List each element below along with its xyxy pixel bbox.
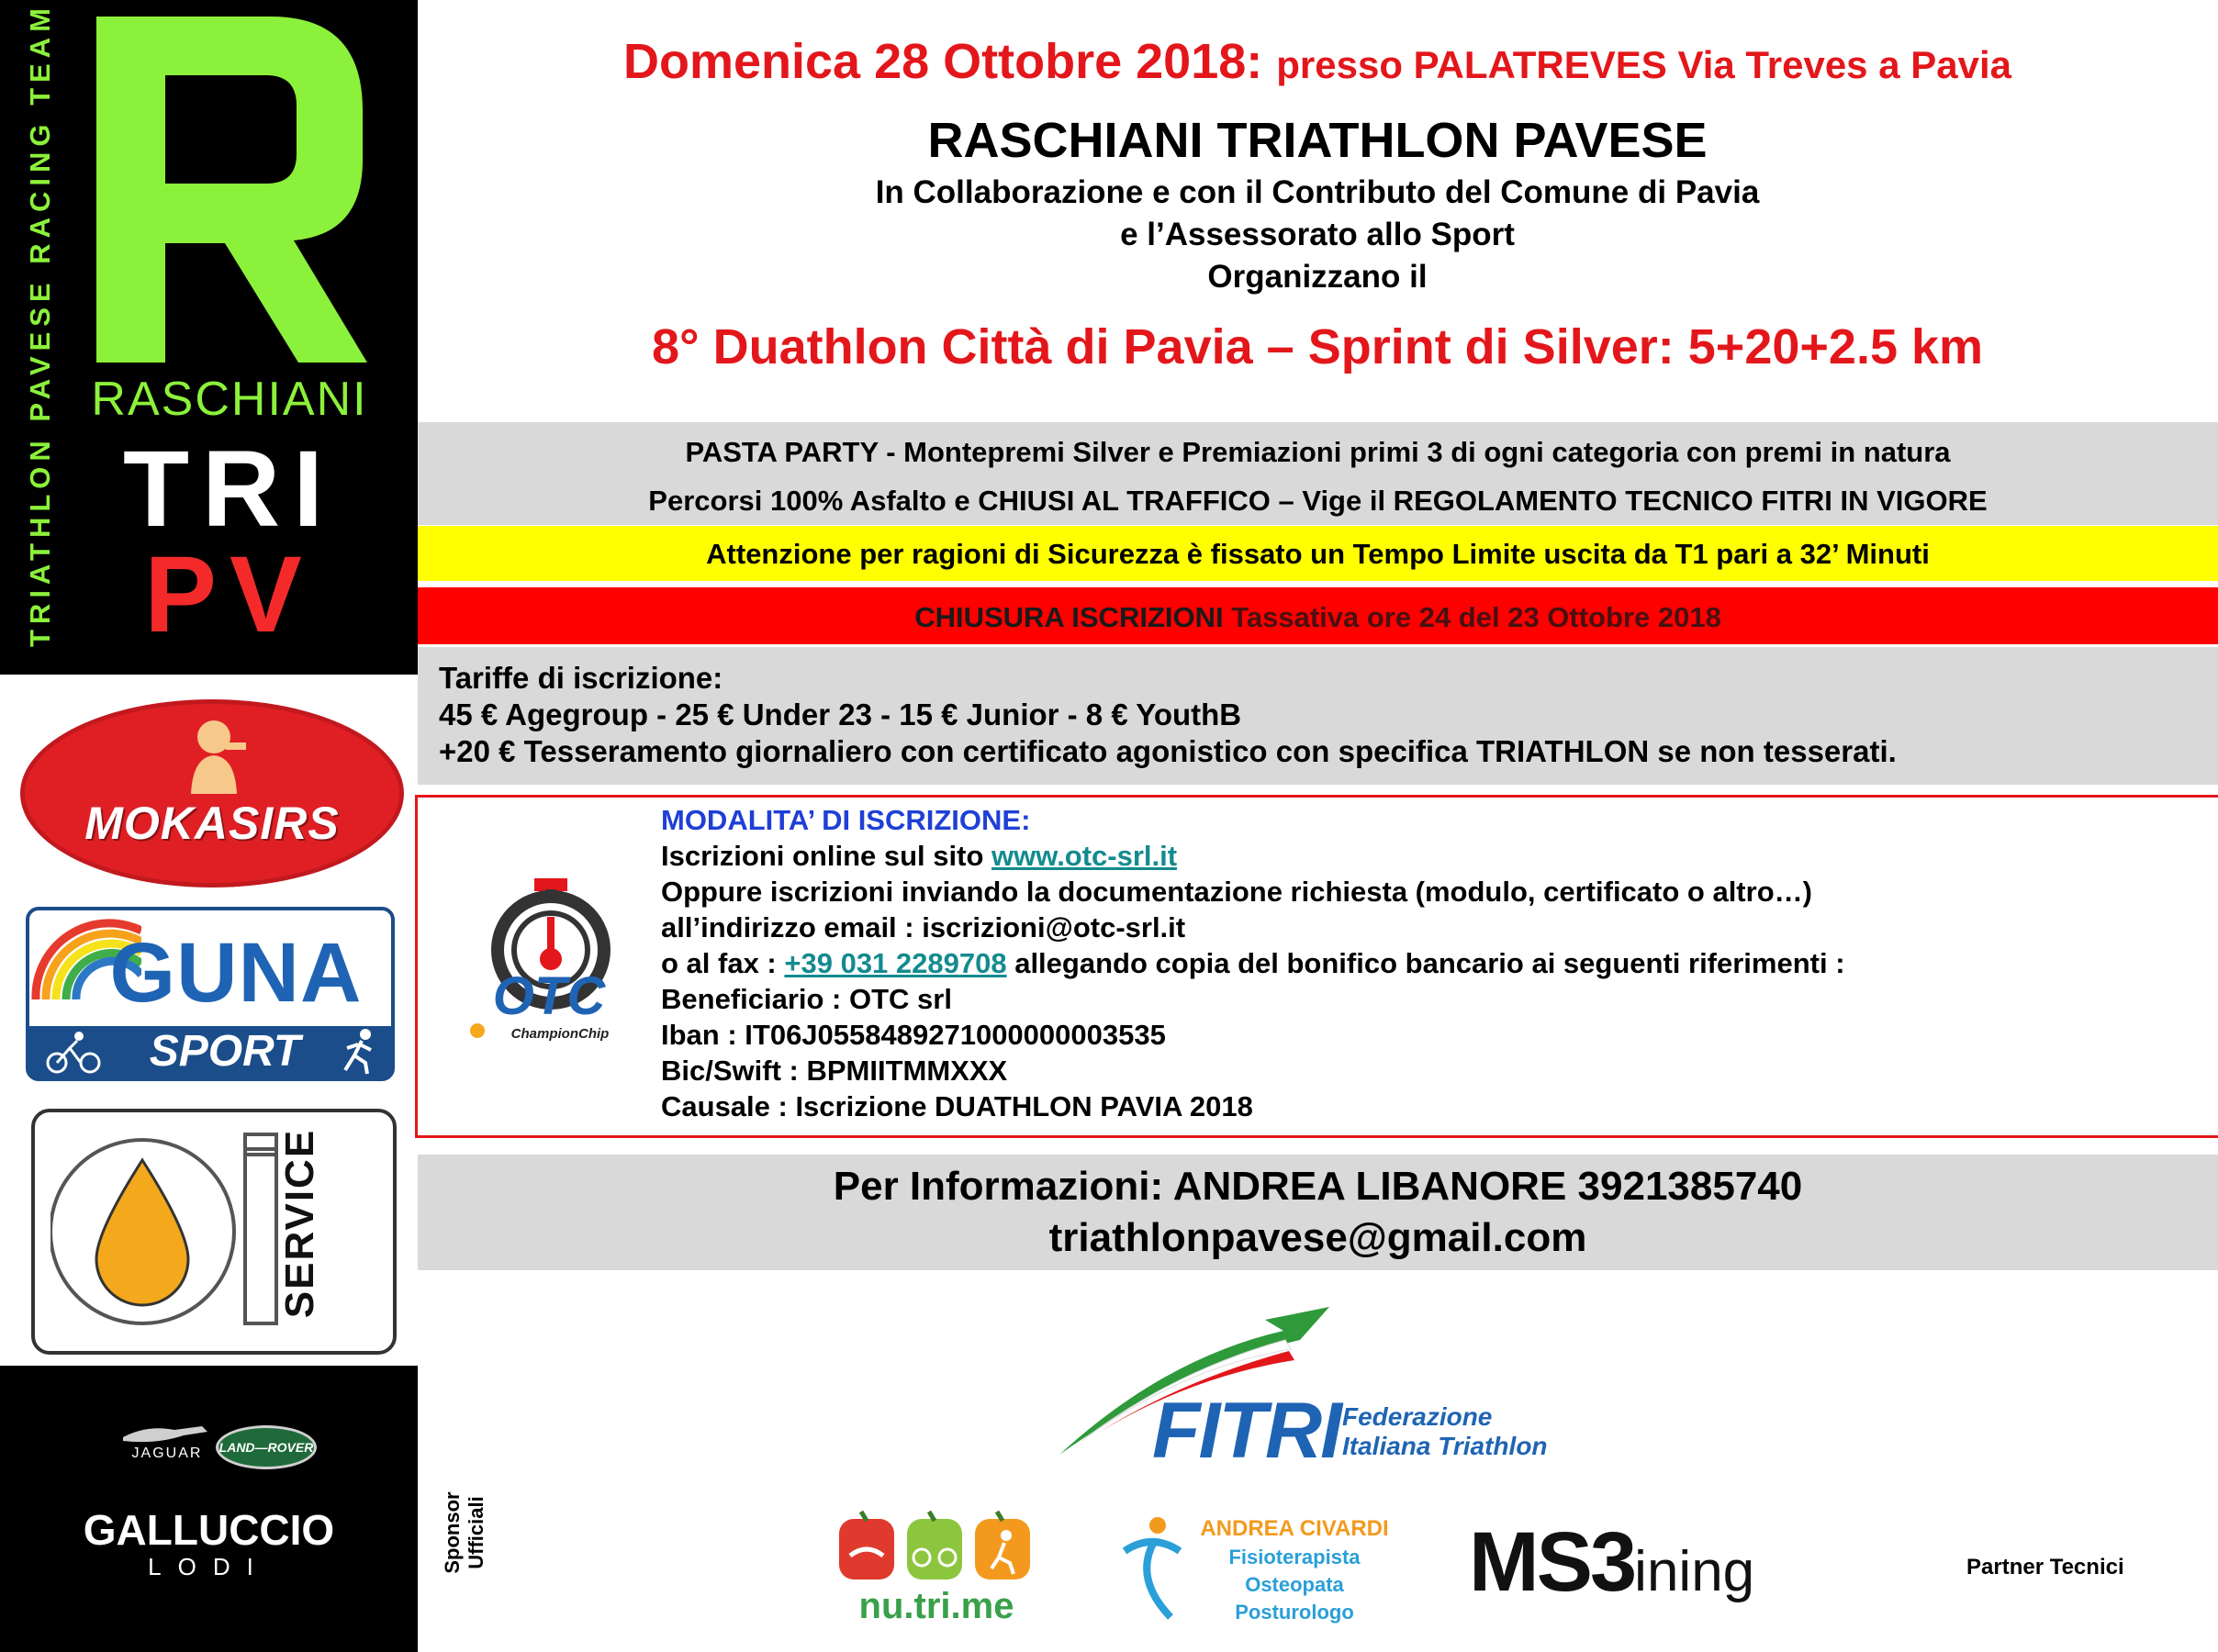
fees-line-2: +20 € Tesseramento giornaliero con certificato agonistico con specifica TRIATHLON se non tesserati. (439, 734, 1897, 768)
alt-line: Oppure iscrizioni inviando la documentazione richiesta (modulo, certificato o altro…) (661, 876, 1812, 908)
oil-service-text: SERVICE (277, 1128, 322, 1319)
jaguar-icon (119, 1421, 211, 1448)
jaguar-text: JAGUAR (131, 1446, 203, 1461)
collab-line-3: Organizzano il (1207, 259, 1428, 295)
championchip-text: ChampionChip (510, 1026, 610, 1042)
fitri-name-1: Federazione (1342, 1402, 1493, 1431)
fitri-name-2: Italiana Triathlon (1342, 1432, 1548, 1460)
civardi-role-2: Osteopata (1245, 1573, 1344, 1596)
partner-label: Partner Tecnici (1966, 1555, 2124, 1579)
otc-logo-text: OTC (492, 966, 606, 1026)
event-date-line (431, 33, 2203, 90)
fax-line (661, 947, 1845, 980)
sponsor-label-2: Ufficiali (465, 1496, 487, 1569)
team-vertical-text: TRIATHLON PAVESE RACING TEAM (24, 3, 56, 647)
nutrime-text: nu.tri.me (858, 1586, 1014, 1626)
warning-text: Attenzione per ragioni di Sicurezza è fissato un Tempo Limite uscita da T1 pari a 32’ Minuti (706, 538, 1930, 570)
registration-title: MODALITA’ DI ISCRIZIONE: (661, 804, 1031, 836)
cyclist-icon (44, 1030, 103, 1074)
fees-line-1: 45 € Agegroup - 25 € Under 23 - 15 € Junior - 8 € YouthB (439, 698, 1242, 731)
civardi-role-1: Fisioterapista (1228, 1546, 1361, 1568)
coffee-drinker-icon (173, 711, 255, 794)
contact-line: Per Informazioni: ANDREA LIBANORE 3921385740 (833, 1164, 1803, 1209)
collab-line-1: In Collaborazione e con il Contributo del Comune di Pavia (875, 174, 1760, 210)
online-line (661, 840, 1177, 873)
closing-rest: Tassativa ore 24 del 23 Ottobre 2018 (1223, 601, 1721, 633)
ms3-main: MS3 (1469, 1515, 1635, 1609)
civardi-roles (1175, 1544, 1414, 1626)
beneficiary-line: Beneficiario : OTC srl (661, 983, 952, 1015)
sponsor-label-1: Sponsor (441, 1491, 464, 1574)
info-line-2: Percorsi 100% Asfalto e CHIUSI AL TRAFFICO – Vige il REGOLAMENTO TECNICO FITRI IN VIGORE (648, 485, 1988, 517)
fax-prefix: o al fax : (661, 947, 785, 979)
event-location: presso PALATREVES Via Treves a Pavia (1276, 43, 2011, 86)
fax-suffix: allegando copia del bonifico bancario ai seguenti riferimenti : (1006, 947, 1845, 979)
organizer-title: RASCHIANI TRIATHLON PAVESE (927, 113, 1708, 168)
ms3-suffix: ining (1634, 1540, 1755, 1603)
fees-title: Tariffe di iscrizione: (439, 661, 723, 695)
runner-icon (340, 1028, 380, 1076)
event-title: 8° Duathlon Città di Pavia – Sprint di Silver: 5+20+2.5 km (651, 319, 1984, 374)
fitri-name (1342, 1402, 1548, 1461)
landrover-badge: LAND—ROVER (216, 1425, 317, 1469)
sponsor-label (441, 1473, 488, 1592)
logo-tri-text: TRI (122, 429, 337, 550)
guna-name-text: GUNA (109, 926, 363, 1020)
closing-bold: CHIUSURA ISCRIZIONI (914, 601, 1224, 633)
raschiani-r-logo (78, 0, 381, 367)
civardi-role-3: Posturologo (1235, 1601, 1354, 1624)
contact-email[interactable]: triathlonpavese@gmail.com (1048, 1215, 1587, 1260)
info-line-1: PASTA PARTY - Montepremi Silver e Premiazioni primi 3 di ogni categoria con premi in natura (685, 436, 1951, 468)
bic-line: Bic/Swift : BPMIITMMXXX (661, 1055, 1008, 1087)
ms3-logo (1469, 1514, 1754, 1611)
logo-raschiani-text: RASCHIANI (91, 373, 368, 426)
collab-line-2: e l’Assessorato allo Sport (1120, 217, 1515, 252)
closing-text (418, 601, 2218, 634)
online-prefix: Iscrizioni online sul sito (661, 840, 991, 872)
fitri-logo-text: FITRI (1152, 1387, 1340, 1475)
otc-website-link[interactable]: www.otc-srl.it (991, 840, 1178, 872)
event-date: Domenica 28 Ottobre 2018: (622, 34, 1263, 89)
nutrime-icons (835, 1510, 1037, 1583)
logo-pv-text: PV (144, 534, 315, 655)
galluccio-text: GALLUCCIO (83, 1506, 335, 1554)
lodi-text: LODI (148, 1553, 270, 1580)
causale-line: Causale : Iscrizione DUATHLON PAVIA 2018 (661, 1090, 1253, 1122)
civardi-name: ANDREA CIVARDI (1200, 1516, 1389, 1541)
email-line: all’indirizzo email : iscrizioni@otc-srl.it (661, 911, 1186, 943)
mokasirs-text: MOKASIRS (84, 798, 340, 849)
guna-sport-text: SPORT (149, 1027, 301, 1076)
fax-number-link[interactable]: +39 031 2289708 (784, 947, 1007, 979)
iban-line: Iban : IT06J0558489271000000003535 (661, 1019, 1166, 1051)
